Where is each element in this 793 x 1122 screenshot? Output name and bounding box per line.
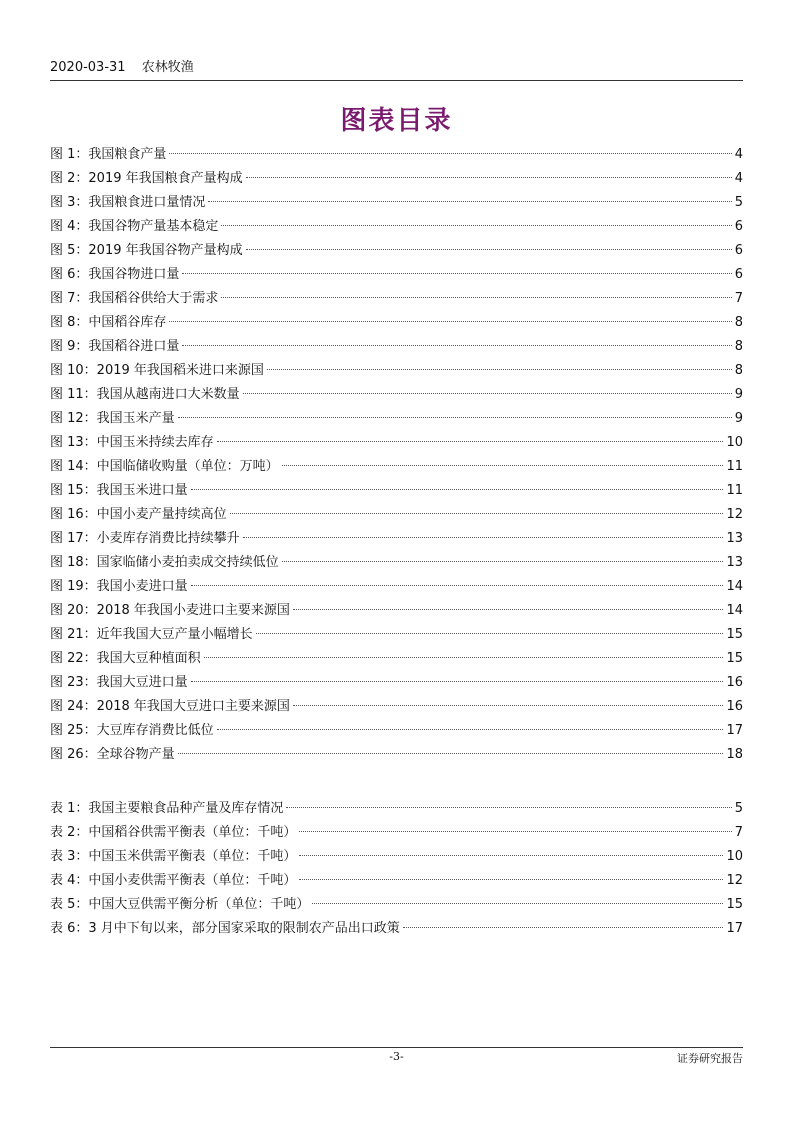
toc-entry-page[interactable]: 12	[726, 507, 743, 522]
toc-entry-page[interactable]: 4	[734, 147, 743, 162]
toc-entry-label[interactable]: 图 16：中国小麦产量持续高位	[50, 507, 227, 522]
dot-leader	[208, 201, 731, 202]
dot-leader	[246, 177, 732, 178]
toc-entry-label[interactable]: 图 18：国家临储小麦拍卖成交持续低位	[50, 555, 279, 570]
toc-entry-label[interactable]: 图 21：近年我国大豆产量小幅增长	[50, 627, 253, 642]
footer-page-number: -3-	[389, 1050, 404, 1063]
figure-entry[interactable]	[50, 455, 743, 479]
toc-entry-label[interactable]: 图 9：我国稻谷进口量	[50, 339, 180, 354]
dot-leader	[230, 513, 724, 514]
figure-entry[interactable]	[50, 527, 743, 551]
footer-report-type: 证券研究报告	[677, 1052, 743, 1065]
toc-entry-label[interactable]: 图 17：小麦库存消费比持续攀升	[50, 531, 240, 546]
toc-entry-page[interactable]: 13	[726, 531, 743, 546]
dot-leader	[169, 153, 731, 154]
dot-leader	[182, 273, 731, 274]
toc-entry-label[interactable]: 图 15：我国玉米进口量	[50, 483, 188, 498]
dot-leader	[221, 225, 731, 226]
figure-entry[interactable]	[50, 695, 743, 719]
toc-entry-page[interactable]: 7	[734, 825, 743, 840]
dot-leader	[312, 903, 723, 904]
table-entry[interactable]	[50, 845, 743, 869]
report-date: 2020-03-31	[50, 60, 126, 75]
toc-entry-label[interactable]: 图 13：中国玉米持续去库存	[50, 435, 214, 450]
figure-entry[interactable]	[50, 287, 743, 311]
toc-entry-label[interactable]: 图 10：2019 年我国稻米进口来源国	[50, 363, 264, 378]
toc-entry-page[interactable]: 5	[734, 195, 743, 210]
toc-entry-page[interactable]: 17	[726, 723, 743, 738]
dot-leader	[282, 561, 724, 562]
table-entry[interactable]	[50, 797, 743, 821]
dot-leader	[286, 807, 731, 808]
toc-entry-label[interactable]: 表 2：中国稻谷供需平衡表（单位：千吨）	[50, 825, 297, 840]
toc-entry-label[interactable]: 图 7：我国稻谷供给大于需求	[50, 291, 219, 306]
dot-leader	[267, 369, 732, 370]
figure-entry[interactable]	[50, 143, 743, 167]
figure-entry[interactable]	[50, 383, 743, 407]
toc-entry-label[interactable]: 图 20：2018 年我国小麦进口主要来源国	[50, 603, 290, 618]
dot-leader	[178, 417, 732, 418]
toc-entry-page[interactable]: 6	[734, 267, 743, 282]
toc-entry-page[interactable]: 18	[726, 747, 743, 762]
figure-entry[interactable]	[50, 743, 743, 767]
toc-entry-page[interactable]: 13	[726, 555, 743, 570]
toc-entry-label[interactable]: 表 5：中国大豆供需平衡分析（单位：千吨）	[50, 897, 310, 912]
toc-entry-page[interactable]: 8	[734, 339, 743, 354]
toc-entry-page[interactable]: 7	[734, 291, 743, 306]
dot-leader	[299, 855, 723, 856]
figure-entry[interactable]	[50, 503, 743, 527]
toc-entry-label[interactable]: 图 4：我国谷物产量基本稳定	[50, 219, 219, 234]
table-entry[interactable]	[50, 821, 743, 845]
figure-entry[interactable]	[50, 191, 743, 215]
toc-entry-label[interactable]: 图 25：大豆库存消费比低位	[50, 723, 214, 738]
toc-entry-page[interactable]: 8	[734, 315, 743, 330]
toc-entry-page[interactable]: 8	[734, 363, 743, 378]
toc-entry-page[interactable]: 10	[726, 849, 743, 864]
toc-entry-page[interactable]: 6	[734, 219, 743, 234]
toc-entry-page[interactable]: 15	[726, 627, 743, 642]
dot-leader	[191, 489, 724, 490]
toc-entry-label[interactable]: 图 14：中国临储收购量（单位：万吨）	[50, 459, 279, 474]
figure-entry[interactable]	[50, 359, 743, 383]
figure-entry[interactable]	[50, 215, 743, 239]
dot-leader	[182, 345, 731, 346]
footer-divider	[50, 1047, 743, 1048]
toc-entry-label[interactable]: 表 1：我国主要粮食品种产量及库存情况	[50, 801, 284, 816]
figure-entry[interactable]	[50, 239, 743, 263]
toc-entry-label[interactable]: 表 6：3 月中下旬以来，部分国家采取的限制农产品出口政策	[50, 921, 400, 936]
dot-leader	[178, 753, 724, 754]
toc-entry-page[interactable]: 16	[726, 699, 743, 714]
toc-entry-label[interactable]: 图 24：2018 年我国大豆进口主要来源国	[50, 699, 290, 714]
dot-leader	[282, 465, 724, 466]
toc-entry-page[interactable]: 17	[726, 921, 743, 936]
toc-entry-page[interactable]: 11	[726, 483, 743, 498]
toc-entry-label[interactable]: 图 26：全球谷物产量	[50, 747, 175, 762]
toc-entry-label[interactable]: 图 1：我国粮食产量	[50, 147, 167, 162]
toc-entry-label[interactable]: 图 11：我国从越南进口大米数量	[50, 387, 240, 402]
toc-entry-page[interactable]: 6	[734, 243, 743, 258]
toc-entry-page[interactable]: 5	[734, 801, 743, 816]
figure-entry[interactable]	[50, 479, 743, 503]
dot-leader	[299, 831, 731, 832]
table-list	[50, 797, 743, 941]
toc-entry-page[interactable]: 4	[734, 171, 743, 186]
dot-leader	[191, 585, 724, 586]
figure-entry[interactable]	[50, 647, 743, 671]
toc-entry-page[interactable]: 15	[726, 897, 743, 912]
toc-entry-page[interactable]: 12	[726, 873, 743, 888]
dot-leader	[256, 633, 724, 634]
figure-entry[interactable]	[50, 167, 743, 191]
toc-entry-page[interactable]: 15	[726, 651, 743, 666]
dot-leader	[293, 609, 724, 610]
dot-leader	[221, 297, 731, 298]
toc-entry-label[interactable]: 图 19：我国小麦进口量	[50, 579, 188, 594]
toc-entry-page[interactable]: 16	[726, 675, 743, 690]
figure-entry[interactable]	[50, 311, 743, 335]
toc-entry-label[interactable]: 图 23：我国大豆进口量	[50, 675, 188, 690]
toc-entry-page[interactable]: 14	[726, 603, 743, 618]
figure-entry[interactable]	[50, 335, 743, 359]
toc-entry-label[interactable]: 表 4：中国小麦供需平衡表（单位：千吨）	[50, 873, 297, 888]
figure-entry[interactable]	[50, 599, 743, 623]
table-entry[interactable]	[50, 869, 743, 893]
toc-entry-label[interactable]: 图 5：2019 年我国谷物产量构成	[50, 243, 243, 258]
dot-leader	[246, 249, 732, 250]
report-category: 农林牧渔	[141, 60, 194, 75]
figure-entry[interactable]	[50, 551, 743, 575]
page-title: 图表目录	[340, 106, 453, 136]
toc-entry-page[interactable]: 9	[734, 387, 743, 402]
table-entry[interactable]	[50, 893, 743, 917]
toc-entry-page[interactable]: 14	[726, 579, 743, 594]
toc-entry-page[interactable]: 9	[734, 411, 743, 426]
toc-entry-label[interactable]: 图 12：我国玉米产量	[50, 411, 175, 426]
toc-entry-label[interactable]: 表 3：中国玉米供需平衡表（单位：千吨）	[50, 849, 297, 864]
dot-leader	[169, 321, 731, 322]
dot-leader	[403, 927, 724, 928]
toc-entry-page[interactable]: 11	[726, 459, 743, 474]
figure-entry[interactable]	[50, 431, 743, 455]
toc-entry-label[interactable]: 图 22：我国大豆种植面积	[50, 651, 201, 666]
dot-leader	[217, 441, 724, 442]
figure-entry[interactable]	[50, 263, 743, 287]
dot-leader	[217, 729, 724, 730]
toc-entry-label[interactable]: 图 2：2019 年我国粮食产量构成	[50, 171, 243, 186]
figure-list	[50, 143, 743, 767]
page-header	[50, 56, 743, 81]
dot-leader	[299, 879, 723, 880]
table-entry[interactable]	[50, 917, 743, 941]
dot-leader	[293, 705, 724, 706]
dot-leader	[191, 681, 724, 682]
toc-entry-label[interactable]: 图 3：我国粮食进口量情况	[50, 195, 206, 210]
dot-leader	[243, 393, 732, 394]
toc-entry-page[interactable]: 10	[726, 435, 743, 450]
figure-entry[interactable]	[50, 575, 743, 599]
toc-entry-label[interactable]: 图 6：我国谷物进口量	[50, 267, 180, 282]
dot-leader	[204, 657, 724, 658]
toc-entry-label[interactable]: 图 8：中国稻谷库存	[50, 315, 167, 330]
figure-entry[interactable]	[50, 719, 743, 743]
figure-entry[interactable]	[50, 407, 743, 431]
dot-leader	[243, 537, 724, 538]
figure-entry[interactable]	[50, 671, 743, 695]
figure-entry[interactable]	[50, 623, 743, 647]
